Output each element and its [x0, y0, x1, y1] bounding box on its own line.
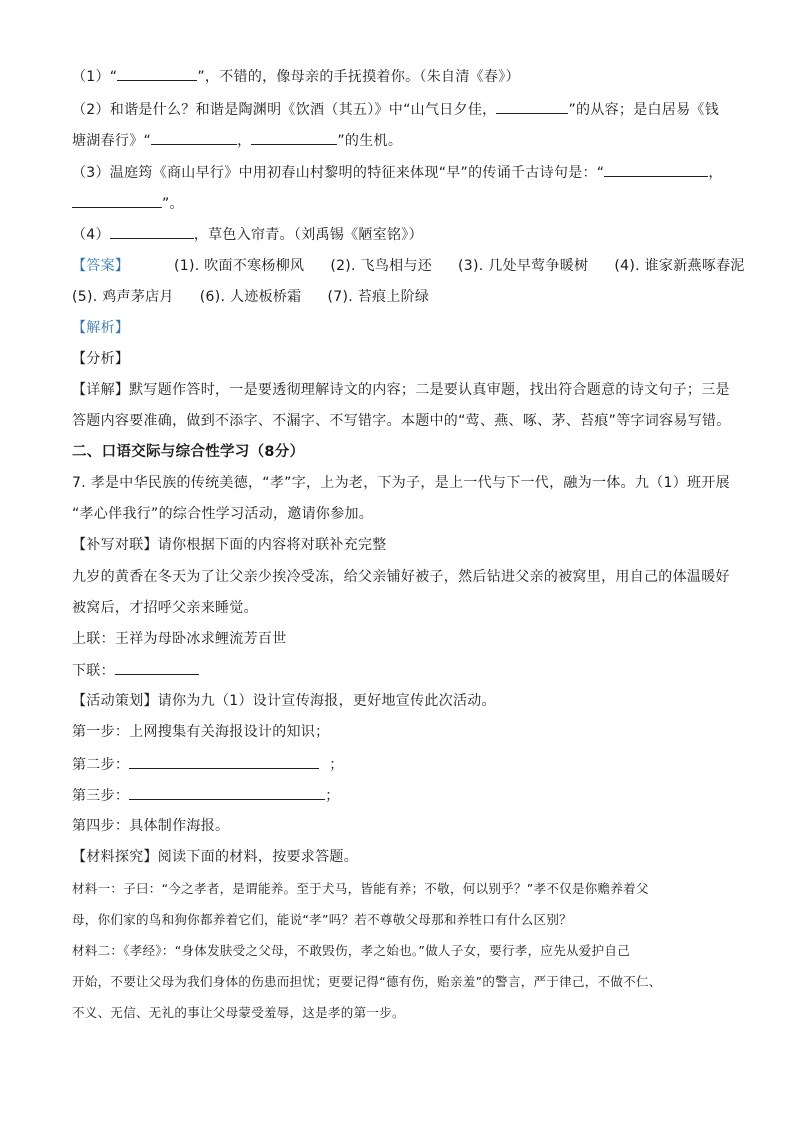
step-4: 第四步：具体制作海报。	[72, 818, 230, 834]
answer-line-1	[72, 256, 745, 276]
couplet-title: 【补写对联】请你根据下面的内容将对联补充完整	[72, 537, 387, 553]
q6-item-1	[72, 66, 520, 87]
step-3-end: ；	[325, 788, 340, 804]
detail-tag: 【详解】	[72, 382, 130, 398]
answer-blank	[72, 193, 162, 208]
material-1-line1: 材料一：子曰：“今之孝者，是谓能养。至于犬马，皆能有养；不敬，何以别乎？”孝不仅是你赡养着父	[72, 881, 649, 896]
answer-item: (1). 吹面不寒杨柳风	[173, 258, 305, 274]
story-line1: 九岁的黄香在冬天为了让父亲少挨冷受冻，给父亲铺好被子，然后钻进父亲的被窝里，用自己的体温暖好	[72, 569, 730, 585]
answer-blank	[151, 130, 237, 145]
lower-couplet	[72, 660, 199, 681]
q6-item-4	[72, 224, 423, 245]
q7-intro-line1: 7. 孝是中华民族的传统美德，“孝”字，上为老，下为子，是上一代与下一代，融为一体。九（1）班开展	[72, 475, 730, 491]
q6-item-3-line2	[72, 193, 184, 214]
q6-item1-suffix: ”，不错的，像母亲的手抚摸着你。（朱自清《春》）	[197, 69, 520, 85]
step-2	[72, 754, 344, 775]
answer-blank	[129, 754, 319, 769]
q6-item3-prefix: （3）温庭筠《商山早行》中用初春山村黎明的特征来体现“早”的传诵千古诗句是：“	[72, 165, 605, 181]
answer-blank	[115, 660, 199, 675]
q6-item-2-line1	[72, 99, 719, 120]
material-2-line3: 不义、无信、无礼的事让父母蒙受羞辱，这是孝的第一步。	[72, 1005, 405, 1020]
fenxi-label: 【分析】	[72, 351, 130, 367]
answer-blank	[251, 130, 337, 145]
q6-item4-prefix: （4）	[72, 227, 110, 243]
detail-text: 默写题作答时，一是要透彻理解诗文的内容；二是要认真审题，找出符合题意的诗文句子；三是	[129, 382, 730, 398]
detail-line-1	[72, 380, 730, 400]
answer-blank	[496, 99, 568, 114]
answer-item: (6). 人迹板桥霜	[199, 289, 302, 305]
analysis-tag: 【解析】	[72, 320, 130, 336]
detail-line-2: 答题内容要准确，做到不添字、不漏字、不写错字。本题中的“莺、燕、啄、茅、苔痕”等字词容易写错。	[72, 413, 731, 429]
q6-item3-suffix: ”。	[162, 196, 184, 212]
plan-title: 【活动策划】请你为九（1）设计宣传海报，更好地宣传此次活动。	[72, 693, 496, 709]
answer-item: (3). 几处早莺争暖树	[458, 258, 589, 274]
q6-item2-suffix: ”的从容；是白居易《钱	[568, 102, 720, 118]
step-2-label: 第二步：	[72, 757, 130, 773]
q6-item2-line2-suffix: ”的生机。	[337, 133, 403, 149]
step-2-end: ；	[329, 757, 344, 773]
material-1-line2: 母，你们家的鸟和狗你都养着它们，能说“孝”吗？若不尊敬父母那和养牲口有什么区别？	[72, 912, 572, 927]
q6-item-3-line1	[72, 162, 723, 183]
answer-blank	[110, 224, 194, 239]
material-2-line1: 材料二：《孝经》：“身体发肤受之父母，不敢毁伤，孝之始也。”做人子女，要行孝，应先从爱护自己	[72, 943, 631, 958]
material-title: 【材料探究】阅读下面的材料，按要求答题。	[72, 849, 358, 865]
answer-line-2	[72, 287, 429, 307]
story-line2: 被窝后，才招呼父亲来睡觉。	[72, 600, 258, 616]
step-3-label: 第三步：	[72, 788, 130, 804]
step-3	[72, 785, 340, 806]
q7-intro-line2: “孝心伴我行”的综合性学习活动，邀请你参加。	[72, 506, 374, 522]
answer-blank	[604, 162, 708, 177]
answer-item: (2). 飞鸟相与还	[330, 258, 433, 274]
q6-item2-prefix: （2）和谐是什么？和谐是陶渊明《饮酒（其五）》中“山气日夕佳，	[72, 102, 497, 118]
q6-item1-prefix: （1）“	[72, 69, 118, 85]
upper-couplet: 上联：王祥为母卧冰求鲤流芳百世	[72, 631, 287, 647]
q6-item2-comma: ，	[237, 133, 252, 149]
answer-blank	[117, 66, 197, 81]
answer-item: (7). 苔痕上阶绿	[327, 289, 430, 305]
material-2-line2: 开始，不要让父母为我们身体的伤患而担忧；更要记得“德有伤，贻亲羞”的警言，严于律己，不做不仁、	[72, 974, 662, 989]
answer-tag: 【答案】	[72, 258, 130, 274]
answer-item: (5). 鸡声茅店月	[72, 289, 174, 305]
q6-item3-comma: ，	[708, 165, 723, 181]
section-heading: 二、口语交际与综合性学习（8分）	[72, 444, 305, 460]
answer-item: (4). 谁家新燕啄春泥	[614, 258, 745, 274]
q6-item4-suffix: ，草色入帘青。（刘禹锡《陋室铭》）	[193, 227, 423, 243]
step-1: 第一步：上网搜集有关海报设计的知识；	[72, 724, 330, 740]
q6-item-2-line2	[72, 130, 402, 151]
lower-couplet-label: 下联：	[72, 663, 115, 679]
answer-blank	[129, 785, 325, 800]
q6-item2-line2-prefix: 塘湖春行》“	[72, 133, 152, 149]
